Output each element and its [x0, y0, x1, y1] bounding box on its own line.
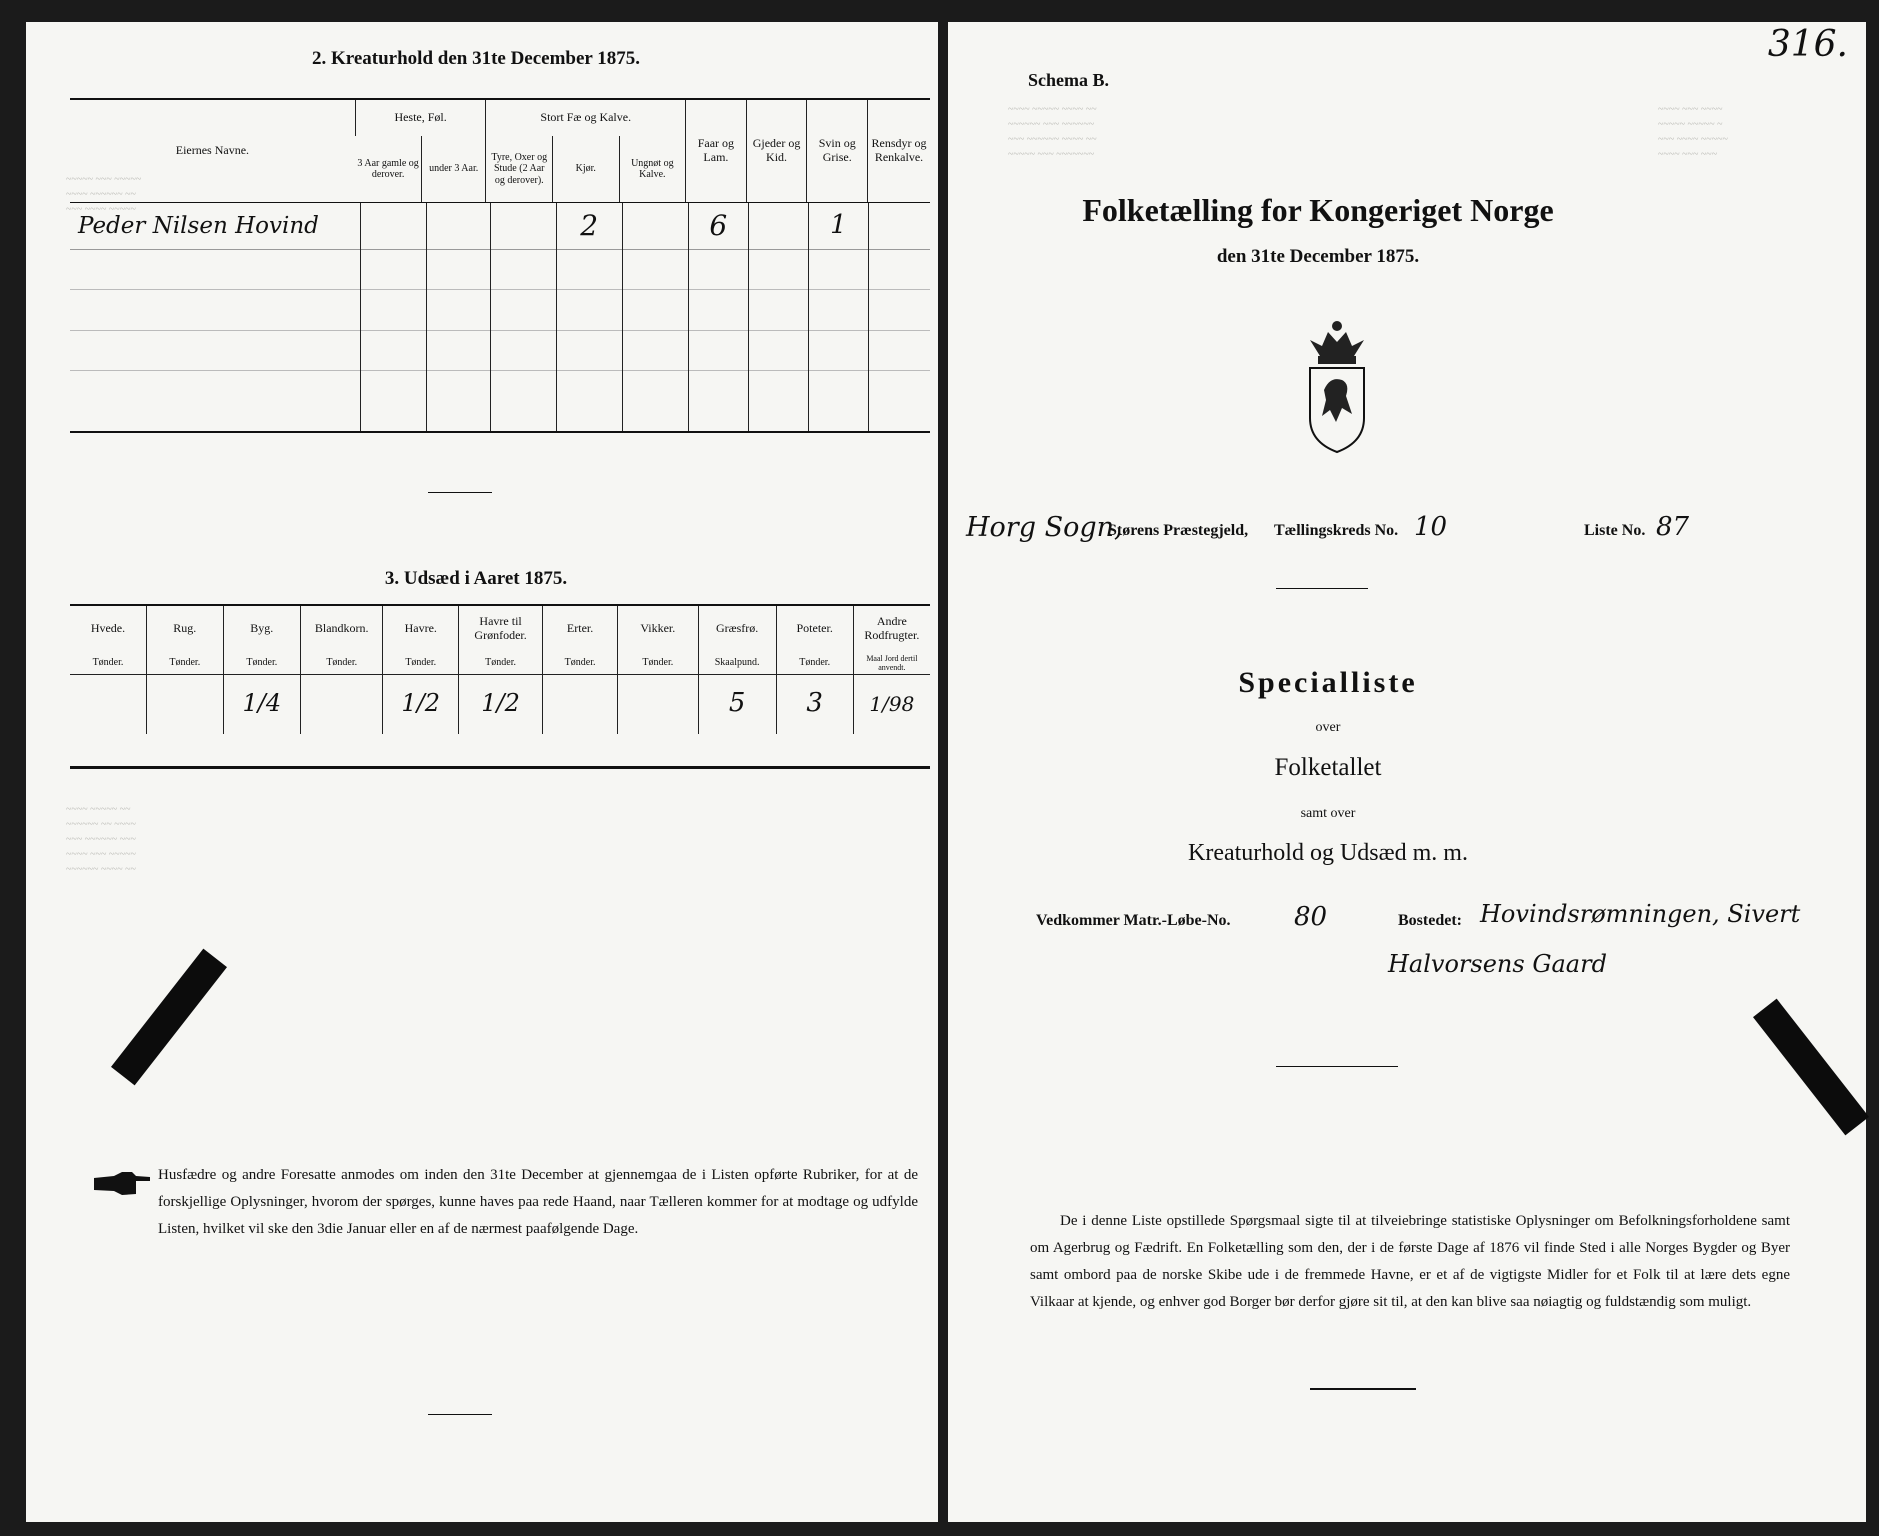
- bosted-line-2: Halvorsens Gaard: [1388, 950, 1607, 978]
- seed-header: Poteter.: [776, 606, 853, 652]
- table-row: [70, 249, 930, 289]
- seed-header: Blandkorn.: [301, 606, 383, 652]
- seed-table: [70, 606, 930, 734]
- bleed-through-text: ~~~~ ~~~ ~~~~ ~~~~~ ~~~~~ ~ ~~~ ~~~~ ~~~~~ ~~~~ ~~~ ~~~: [1658, 104, 1728, 160]
- livestock-table: [70, 203, 930, 431]
- seed-header: Havre til Grønfoder.: [459, 606, 543, 652]
- table-row: [70, 290, 930, 330]
- section3-title: 3. Udsæd i Aaret 1875.: [384, 568, 568, 589]
- binding-tab: [111, 949, 227, 1086]
- seed-value: [543, 674, 618, 734]
- horses-young-header: under 3 Aar.: [421, 136, 486, 202]
- seed-unit: Tønder.: [301, 652, 383, 674]
- bleed-through-text: ~~~~~ ~~~ ~~~~~ ~~~~ ~~~~~~ ~~ ~~~ ~~~~ ~~~~~: [66, 174, 142, 215]
- parish-name: Horg Sogn,: [966, 512, 1123, 543]
- pigs-value: 1: [808, 203, 868, 249]
- seed-unit: Tønder.: [146, 652, 223, 674]
- schema-label: Schema B.: [1028, 70, 1109, 90]
- seed-unit: Tønder.: [92, 657, 124, 668]
- seed-header: Erter.: [543, 606, 618, 652]
- binding-tab: [1753, 999, 1869, 1136]
- bulls-header: Tyre, Oxer og Stude (2 Aar og derover).: [486, 136, 553, 202]
- prestegjeld-label: Størens Præstegjeld,: [1108, 522, 1249, 539]
- pigs-header: Svin og Grise.: [807, 100, 868, 202]
- section2-title: 2. Kreaturhold den 31te December 1875.: [311, 48, 641, 69]
- owner-header: Eiernes Navne.: [175, 143, 250, 158]
- seed-header: Byg.: [223, 606, 300, 652]
- seed-value: 3: [776, 674, 853, 734]
- bleed-through-text: ~~~~ ~~~~~ ~~ ~~~~~~ ~~ ~~~~ ~~~ ~~~~~~ ~~~ ~~~~ ~~~ ~~~~~ ~~~~~~ ~~~~ ~~: [66, 804, 136, 875]
- seed-unit: Tønder.: [617, 652, 698, 674]
- seed-value: 1/98: [853, 674, 930, 734]
- matr-number: 80: [1294, 902, 1328, 932]
- notice-text: Husfædre og andre Foresatte anmodes om inden den 31te December at gjennemgaa de i Listen opførte Rubriker, for at de forskjellige Oplysninger, hvorom der spørges, kunne haves paa rede Haand, naar Tælleren kommer for at modtage og udfylde Listen, hvilket vil ske den 3die Januar eller en af de nærmest paafølgende Dage.: [158, 1167, 918, 1237]
- livestock-header: [70, 100, 930, 202]
- norwegian-coat-of-arms-icon: [1300, 318, 1374, 454]
- kreaturhold-text: Kreaturhold og Udsæd m. m.: [1188, 840, 1468, 866]
- seed-unit: Tønder.: [383, 652, 459, 674]
- seed-value: 5: [698, 674, 776, 734]
- seed-value: [70, 674, 146, 734]
- matr-label: Vedkommer Matr.-Løbe-No.: [1036, 912, 1231, 929]
- goats-header: Gjeder og Kid.: [746, 100, 807, 202]
- seed-header: Havre.: [383, 606, 459, 652]
- seed-header: Græsfrø.: [698, 606, 776, 652]
- owner-name: Peder Nilsen Hovind: [78, 212, 319, 239]
- bosted-line-1: Hovindsrømningen, Sivert: [1480, 900, 1801, 928]
- cows-header: Kjør.: [553, 136, 619, 202]
- right-page: [948, 22, 1866, 1522]
- samt-over-text: samt over: [1300, 806, 1356, 821]
- cattle-header: Stort Fæ og Kalve.: [486, 100, 686, 136]
- horses-header: Heste, Føl.: [355, 100, 486, 136]
- seed-header: Vikker.: [617, 606, 698, 652]
- left-page: [26, 22, 938, 1522]
- seed-unit: Skaalpund.: [698, 652, 776, 674]
- table-row: [70, 330, 930, 370]
- table-row: [70, 370, 930, 431]
- tkreds-label: Tællingskreds No.: [1274, 522, 1399, 539]
- seed-header: Rug.: [146, 606, 223, 652]
- seed-value: [301, 674, 383, 734]
- explanation-paragraph: De i denne Liste opstillede Spørgsmaal sigte til at tilveiebringe statistiske Oplysninger om Befolkningsforholdene samt om Agerbrug og Fædrift. En Folketælling som den, der i de første Dage af 1876 vil finde Sted i alle Norges Bygder og Byer samt ombord paa de norske Skibe ude i de fremmede Havne, er et af de vigtigste Midler for et Folk til at lære dets egne Vilkaar at kjende, og enhver god Borger bør derfor gjøre sit til, at den kan blive saa nøiagtig og fuldstændig som muligt.: [1030, 1213, 1790, 1310]
- seed-value: [617, 674, 698, 734]
- seed-header: Andre Rodfrugter.: [853, 606, 930, 652]
- pointing-hand-icon: [92, 1168, 152, 1198]
- seed-value: 1/2: [383, 674, 459, 734]
- folketallet-text: Folketallet: [1274, 754, 1382, 781]
- location-line: [966, 512, 1866, 562]
- liste-label: Liste No.: [1584, 522, 1646, 539]
- bleed-through-text: ~~~~ ~~~~~ ~~~~ ~~ ~~~~~~ ~~~ ~~~~~~ ~~~ ~~~~~~ ~~~~ ~~ ~~~~~ ~~~ ~~~~~~~: [1008, 104, 1097, 160]
- seed-unit: Tønder.: [543, 652, 618, 674]
- seed-value: 1/4: [223, 674, 300, 734]
- page-number: 316.: [1767, 24, 1848, 65]
- tkreds-number: 10: [1414, 512, 1448, 542]
- document-title: Folketælling for Kongeriget Norge: [1082, 192, 1554, 228]
- table-row: [70, 203, 930, 249]
- seed-value: 1/2: [459, 674, 543, 734]
- document-date: den 31te December 1875.: [1216, 246, 1420, 267]
- special-list-title: Specialliste: [1238, 666, 1418, 699]
- cows-value: 2: [556, 203, 622, 249]
- seed-unit: Tønder.: [223, 652, 300, 674]
- bosted-label: Bostedet:: [1398, 912, 1462, 929]
- seed-unit: Tønder.: [459, 652, 543, 674]
- horses-old-header: 3 Aar gamle og derover.: [357, 157, 419, 180]
- liste-number: 87: [1656, 512, 1690, 542]
- seed-unit: Maal Jord dertil anvendt.: [853, 652, 930, 674]
- seed-value: [146, 674, 223, 734]
- over-text: over: [1315, 720, 1341, 735]
- seed-unit: Tønder.: [776, 652, 853, 674]
- sheep-value: 6: [688, 203, 748, 249]
- calves-header: Ungnøt og Kalve.: [619, 136, 686, 202]
- seed-header: Hvede.: [90, 621, 126, 636]
- reindeer-header: Rensdyr og Renkalve.: [868, 100, 930, 202]
- sheep-header: Faar og Lam.: [686, 100, 747, 202]
- table-row: [70, 674, 930, 734]
